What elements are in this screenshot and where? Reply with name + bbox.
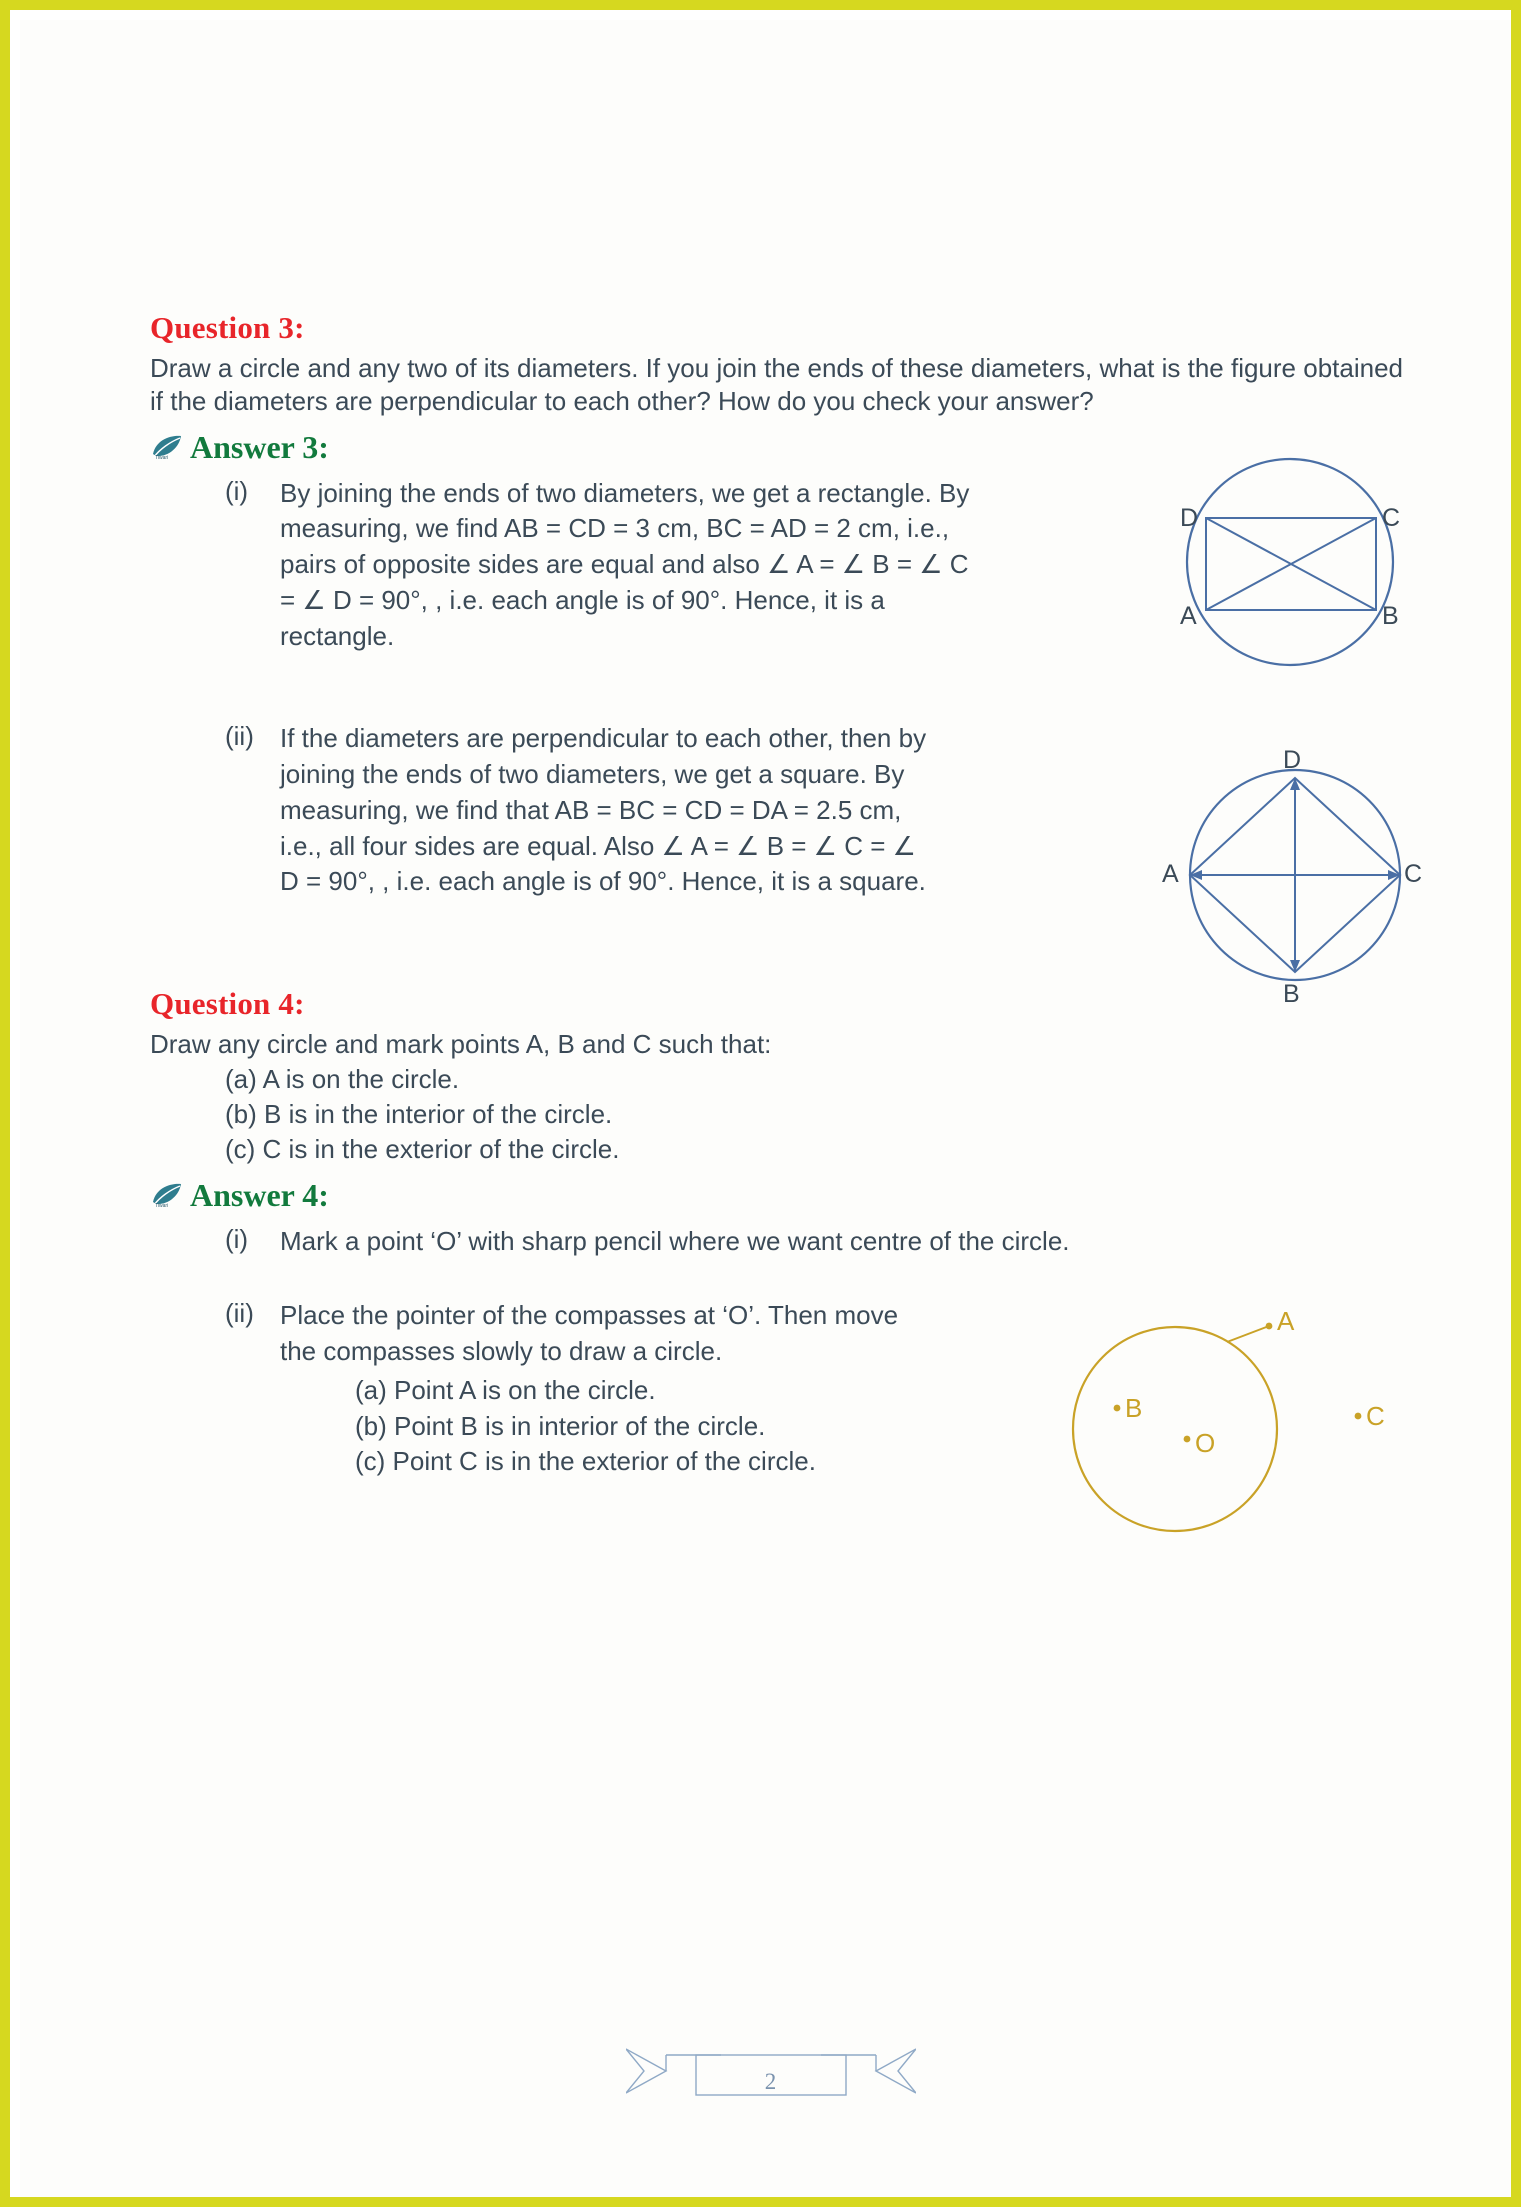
question-4-block [150, 986, 1410, 1478]
svg-text:A: A [1180, 602, 1197, 630]
answer-4-item-i-text: Mark a point ‘O’ with sharp pencil where we want centre of the circle. [280, 1225, 1070, 1256]
svg-text:B: B [1382, 602, 1399, 630]
question-4-bullet-a: (a) A is on the circle. [225, 1063, 460, 1094]
figure-points-circle [1055, 1304, 1405, 1534]
answer-3-item-i-marker: (i) [225, 475, 249, 506]
question-3-body: Draw a circle and any two of its diameters. If you join the ends of these diameters, what is the figure obtained if the diameters are perpendicular to each other? How do you check your answer? [150, 353, 1403, 417]
answer-4-sub-bullet-c: (c) Point C is in the exterior of the circle. [355, 1445, 816, 1476]
svg-text:Tiwari: Tiwari [155, 1203, 169, 1210]
svg-text:B: B [1125, 1393, 1143, 1424]
figure-rectangle-in-circle [1150, 432, 1420, 692]
answer-3-label: Answer 3: [190, 428, 329, 465]
figure-square-in-circle [1150, 730, 1430, 1030]
page-number: 2 [764, 2069, 777, 2094]
svg-text:D: D [1180, 504, 1199, 532]
answer-4-item-i-marker: (i) [225, 1223, 249, 1254]
svg-text:C: C [1366, 1401, 1385, 1432]
answer-4-heading [150, 1177, 1410, 1214]
svg-text:D: D [1283, 746, 1302, 774]
footer-ribbon [626, 2031, 916, 2111]
svg-text:O: O [1195, 1428, 1216, 1459]
svg-text:A: A [1277, 1306, 1295, 1337]
answer-3-item-ii-marker: (ii) [225, 720, 254, 751]
page-footer [20, 2031, 1521, 2111]
answer-4-item-ii-text: Place the pointer of the compasses at ‘O’. Then move the compasses slowly to draw a circle. [280, 1299, 899, 1366]
answer-3-item-ii-text: If the diameters are perpendicular to each other, then by joining the ends of two diameters, we get a square. By measuring, we find that AB = BC = CD = DA = 2.5 cm, i.e., all four sides are equal. Also ∠ A = ∠ B = ∠ C = ∠ D = 90°, , i.e. each angle is of 90°. Hence, it is a square. [280, 722, 927, 897]
question-3-title: Question 3: [150, 310, 305, 345]
answer-4-label: Answer 4: [190, 1176, 329, 1213]
answer-3-item-i-text: By joining the ends of two diameters, we get a rectangle. By measuring, we find AB = CD = 3 cm, BC = AD = 2 cm, i.e., pairs of opposite sides are equal and also ∠ A = ∠ B = ∠ C = ∠ D = 90°, , i.e. each angle is of 90°. Hence, it is a rectangle. [280, 477, 970, 652]
leaf-icon [150, 1180, 184, 1210]
question-4-bullets [150, 1062, 1410, 1167]
leaf-icon [150, 432, 184, 462]
question-4-body: Draw any circle and mark points A, B and C such that: [150, 1029, 772, 1060]
answer-4-sub-bullet-a: (a) Point A is on the circle. [355, 1375, 656, 1406]
question-4-title: Question 4: [150, 986, 305, 1022]
svg-text:B: B [1283, 980, 1300, 1008]
page-content [150, 310, 1423, 1479]
answer-4-item-i [150, 1224, 1410, 1260]
svg-text:C: C [1404, 860, 1423, 888]
svg-text:Tiwari: Tiwari [155, 455, 169, 462]
page-sheet [20, 20, 1521, 2207]
answer-4-sub-bullet-b: (b) Point B is in interior of the circle. [355, 1410, 766, 1441]
svg-text:C: C [1382, 504, 1401, 532]
question-4-bullet-b: (b) B is in the interior of the circle. [225, 1098, 613, 1129]
answer-4-item-ii-marker: (ii) [225, 1297, 254, 1328]
question-4-bullet-c: (c) C is in the exterior of the circle. [225, 1133, 620, 1164]
svg-text:A: A [1162, 860, 1179, 888]
